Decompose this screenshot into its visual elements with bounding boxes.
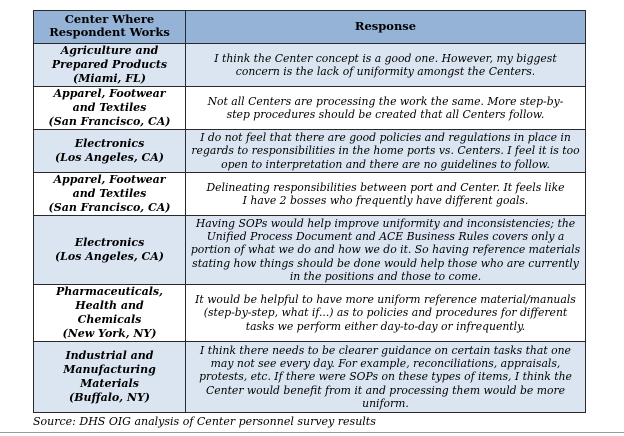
- center-name: Electronics: [74, 236, 145, 249]
- center-cell: [34, 44, 186, 87]
- response-cell: Delineating responsibilities between port and Center. It feels like I have 2 bosses who frequently have different goals.: [186, 173, 586, 216]
- response-cell: I think the Center concept is a good one. However, my biggest concern is the lack of uniformity amongst the Centers.: [186, 44, 586, 87]
- source-note: Source: DHS OIG analysis of Center personnel survey results: [33, 415, 376, 428]
- table-row: [34, 216, 586, 285]
- response-cell: I do not feel that there are good policies and regulations in place in regards to responsibilities in the home ports vs. Centers. I feel it is too open to interpretation and there are no guidelines to follow.: [186, 130, 586, 173]
- response-cell: Not all Centers are processing the work the same. More step-by-step procedures should be created that all Centers follow.: [186, 87, 586, 130]
- center-name: Electronics: [74, 137, 145, 150]
- center-location: (San Francisco, CA): [48, 115, 171, 128]
- center-name: Pharmaceuticals, Health and Chemicals: [56, 285, 163, 326]
- center-cell: [34, 216, 186, 285]
- survey-response-table-container: [33, 10, 586, 428]
- center-location: (Los Angeles, CA): [54, 250, 165, 263]
- center-cell: [34, 173, 186, 216]
- center-location: (New York, NY): [62, 327, 157, 340]
- center-location: (San Francisco, CA): [48, 201, 171, 214]
- center-name: Apparel, Footwear and Textiles: [53, 87, 166, 114]
- table-row: [34, 130, 586, 173]
- response-cell: I think there needs to be clearer guidance on certain tasks that one may not see every day. For example, reconciliations, appraisals, protests, etc. If there were SOPs on these types of items, I think the Center would benefit from it and processing them would be more uniform.: [186, 342, 586, 413]
- table-row: [34, 87, 586, 130]
- response-cell: It would be helpful to have more uniform reference material/manuals (step-by-step, what if...) as to policies and procedures for different tasks we perform either day-to-day or infrequently.: [186, 285, 586, 342]
- header-center: Center Where Respondent Works: [34, 11, 186, 44]
- table-row: [34, 173, 586, 216]
- header-response: Response: [186, 11, 586, 44]
- table-row: [34, 44, 586, 87]
- table-row: [34, 342, 586, 413]
- center-cell: [34, 342, 186, 413]
- page-divider: [0, 432, 624, 433]
- center-location: (Los Angeles, CA): [54, 151, 165, 164]
- center-cell: [34, 285, 186, 342]
- center-name: Apparel, Footwear and Textiles: [53, 173, 166, 200]
- center-cell: [34, 130, 186, 173]
- response-cell: Having SOPs would help improve uniformity and inconsistencies; the Unified Process Document and ACE Business Rules covers only a portion of what we do and how we do it. So having reference materials stating how things should be done would help those who are currently in the positions and those to come.: [186, 216, 586, 285]
- center-location: (Buffalo, NY): [68, 391, 150, 404]
- center-name: Agriculture and Prepared Products: [51, 44, 168, 71]
- table-row: [34, 285, 586, 342]
- center-cell: [34, 87, 186, 130]
- survey-response-table: [33, 10, 586, 413]
- center-location: (Miami, FL): [73, 72, 146, 85]
- center-name: Industrial and Manufacturing Materials: [63, 349, 156, 390]
